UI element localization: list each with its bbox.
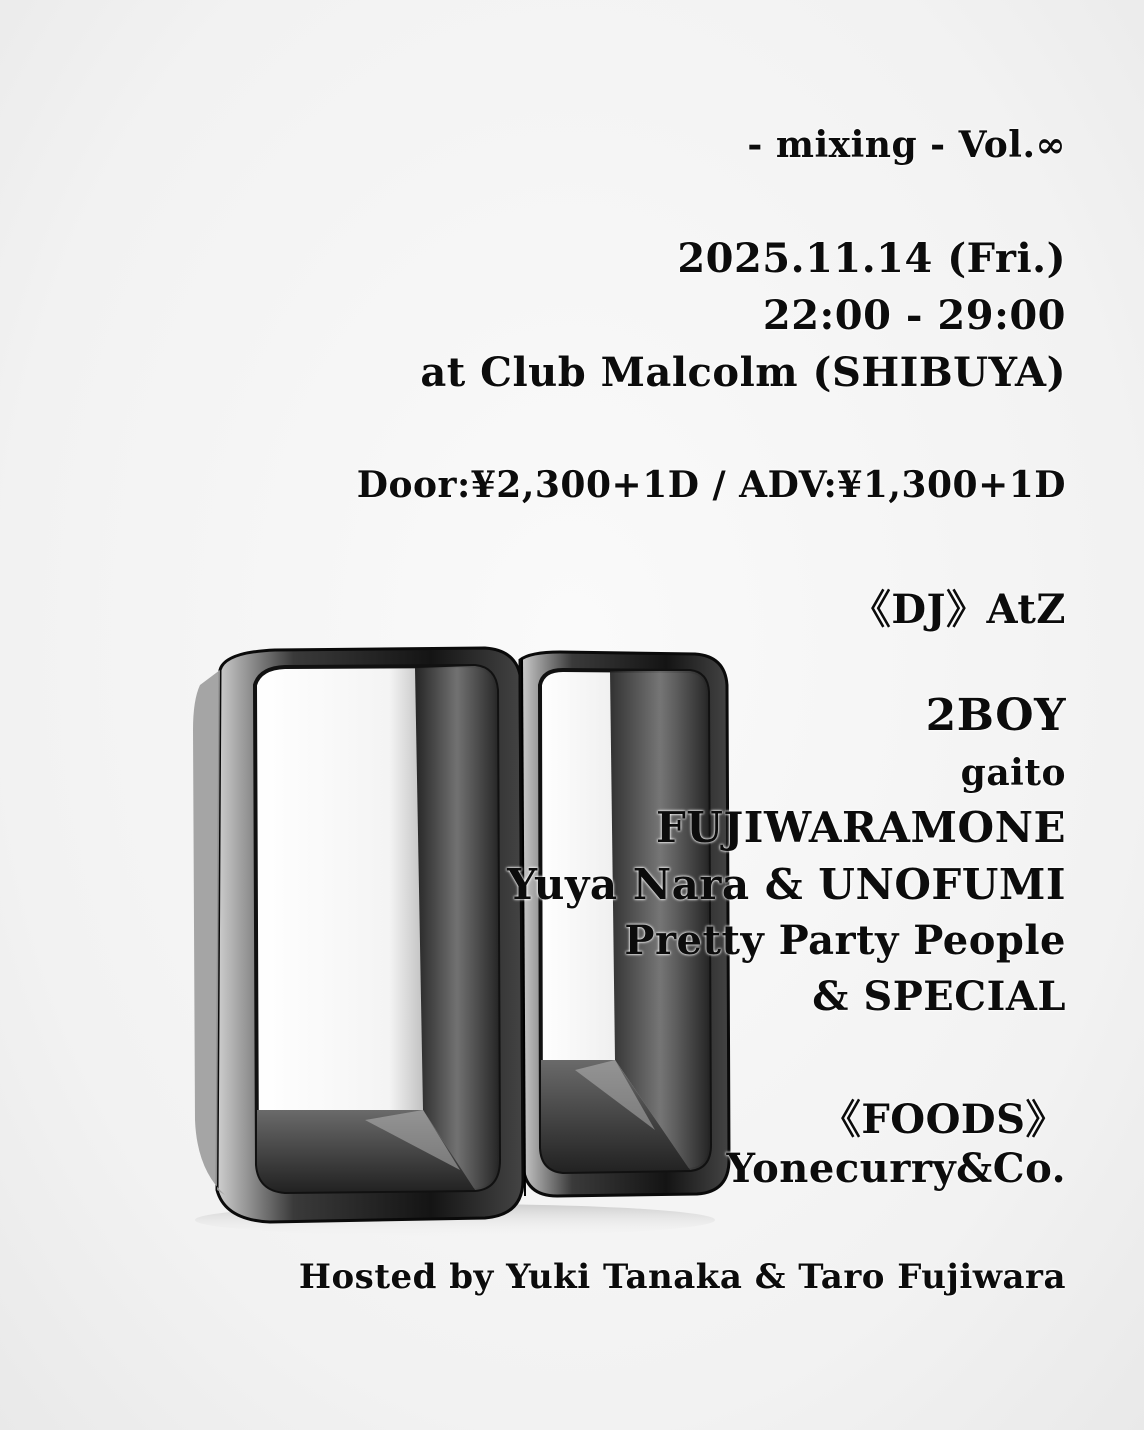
foods-vendor: Yonecurry&Co.	[726, 1145, 1066, 1192]
hosted-by: Hosted by Yuki Tanaka & Taro Fujiwara	[298, 1257, 1066, 1297]
dj-line: 《DJ》AtZ	[850, 586, 1066, 633]
event-date: 2025.11.14 (Fri.)	[677, 235, 1066, 282]
lineup-artist: Yuya Nara & UNOFUMI	[507, 860, 1066, 909]
ticket-price: Door:¥2,300+1D / ADV:¥1,300+1D	[356, 464, 1066, 506]
lineup-artist: FUJIWARAMONE	[655, 803, 1066, 852]
event-venue: at Club Malcolm (SHIBUYA)	[420, 349, 1066, 396]
series-title: - mixing - Vol.∞	[747, 124, 1066, 166]
lineup-artist: & SPECIAL	[812, 973, 1066, 1020]
lineup-artist: Pretty Party People	[624, 917, 1066, 964]
event-time: 22:00 - 29:00	[762, 292, 1066, 339]
lineup-artist: 2BOY	[925, 690, 1066, 741]
lineup-artist: gaito	[960, 752, 1066, 794]
foods-heading: 《FOODS》	[820, 1096, 1066, 1143]
